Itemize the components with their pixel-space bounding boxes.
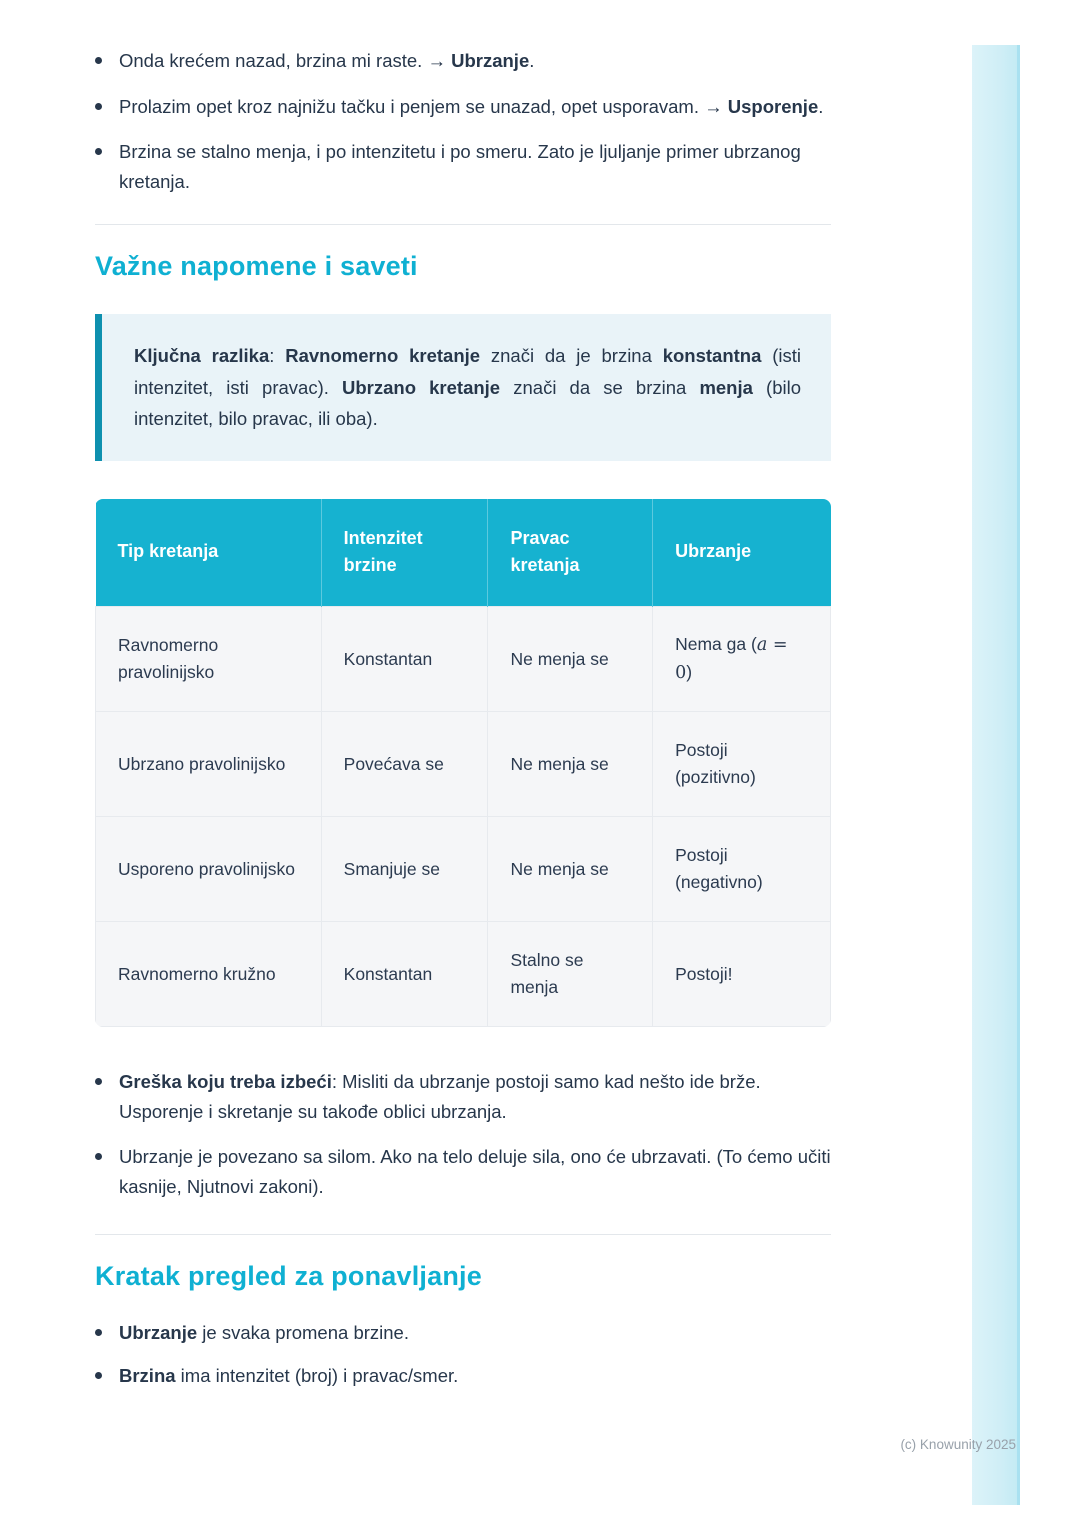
bullet-dot (95, 103, 102, 110)
intro-bullet-list (95, 46, 831, 196)
table-cell: Postoji (pozitivno) (653, 712, 831, 817)
column-header: Ubrzanje (653, 499, 831, 607)
bullet-text: Prolazim opet kroz najnižu tačku i penjem se unazad, opet usporavam. → Usporenje. (119, 95, 824, 117)
table-row (96, 607, 831, 712)
copyright-footer: (c) Knowunity 2025 (900, 1437, 1016, 1452)
list-item (95, 137, 831, 196)
document-content (95, 46, 831, 1405)
table-cell: Povećava se (321, 712, 488, 817)
table-row (96, 712, 831, 817)
bullet-dot (95, 1078, 102, 1085)
list-item (95, 1142, 831, 1201)
table-cell: Postoji! (653, 922, 831, 1027)
table-row (96, 817, 831, 922)
list-item (95, 46, 831, 76)
column-header: Tip kretanja (96, 499, 322, 607)
table-cell: Postoji (negativno) (653, 817, 831, 922)
bullet-dot (95, 1372, 102, 1379)
section-divider (95, 224, 831, 225)
list-item (95, 1361, 831, 1391)
bullet-dot (95, 57, 102, 64)
list-item (95, 92, 831, 122)
bullet-text: Greška koju treba izbeći: Misliti da ubrzanje postoji samo kad nešto ide brže. Usporenje i skretanje su takođe oblici ubrzanja. (119, 1071, 761, 1122)
summary-bullet-list (95, 1318, 831, 1391)
bullet-text: Brzina se stalno menja, i po intenzitetu i po smeru. Zato je ljuljanje primer ubrzanog kretanja. (119, 141, 801, 192)
table-cell: Konstantan (321, 607, 488, 712)
table-cell: Ravnomerno kružno (96, 922, 322, 1027)
bullet-dot (95, 1329, 102, 1336)
bullet-text: Ubrzanje je svaka promena brzine. (119, 1321, 409, 1343)
key-difference-callout (95, 314, 831, 460)
notes-bullet-list (95, 1067, 831, 1201)
bullet-dot (95, 1153, 102, 1160)
bullet-text: Onda krećem nazad, brzina mi raste. → Ubrzanje. (119, 50, 535, 71)
callout-text: Ključna razlika: Ravnomerno kretanje znači da je brzina konstantna (isti intenzitet, isti pravac). Ubrzano kretanje znači da se brzina menja (bilo intenzitet, bilo pravac, ili oba). (134, 345, 801, 430)
list-item (95, 1067, 831, 1126)
column-header: Pravac kretanja (488, 499, 653, 607)
table-cell: Nema ga (a = 0) (653, 607, 831, 712)
right-accent-stripe (972, 45, 1020, 1505)
table-cell: Smanjuje se (321, 817, 488, 922)
table-cell: Ravnomerno pravolinijsko (96, 607, 322, 712)
table-cell: Ubrzano pravolinijsko (96, 712, 322, 817)
motion-types-table (95, 499, 831, 1028)
section-title-napomene: Važne napomene i saveti (95, 251, 418, 282)
table-cell: Ne menja se (488, 712, 653, 817)
table-cell: Ne menja se (488, 607, 653, 712)
table-cell: Usporeno pravolinijsko (96, 817, 322, 922)
table-header-row (96, 499, 831, 607)
column-header: Intenzitet brzine (321, 499, 488, 607)
section-title-pregled: Kratak pregled za ponavljanje (95, 1260, 482, 1291)
section-divider (95, 1234, 831, 1235)
list-item (95, 1318, 831, 1348)
bullet-text: Ubrzanje je povezano sa silom. Ako na telo deluje sila, ono će ubrzavati. (To ćemo učiti kasnije, Njutnovi zakoni). (119, 1146, 831, 1197)
table-cell: Stalno se menja (488, 922, 653, 1027)
table-row (96, 922, 831, 1027)
table-cell: Ne menja se (488, 817, 653, 922)
bullet-text: Brzina ima intenzitet (broj) i pravac/smer. (119, 1365, 459, 1387)
bullet-dot (95, 148, 102, 155)
table-cell: Konstantan (321, 922, 488, 1027)
